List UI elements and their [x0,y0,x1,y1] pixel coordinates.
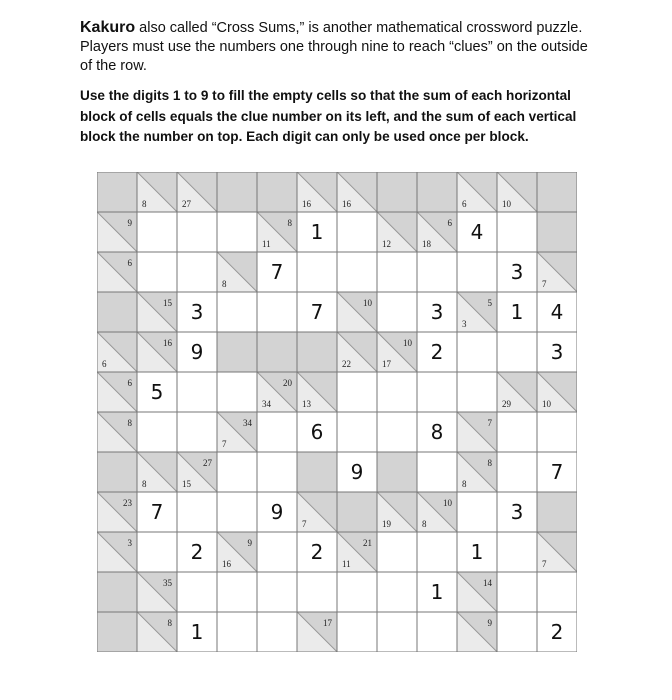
down-clue: 29 [502,399,511,409]
clue-cell [97,292,137,332]
entry-cell [337,212,377,252]
cell-value: 9 [270,500,284,524]
entry-cell [537,572,577,612]
entry-cell [537,412,577,452]
cell-value: 2 [430,340,444,364]
across-clue: 14 [483,578,492,588]
entry-cell [377,292,417,332]
cell-value: 7 [270,260,284,284]
down-clue: 6 [462,199,467,209]
entry-cell [177,412,217,452]
cell-value: 3 [190,300,204,324]
across-clue: 8 [167,618,172,628]
down-clue: 15 [182,479,191,489]
across-clue: 8 [127,418,132,428]
across-clue: 34 [243,418,252,428]
entry-cell [217,212,257,252]
down-clue: 10 [542,399,551,409]
down-clue: 34 [262,399,271,409]
clue-cell [97,612,137,652]
entry-cell [417,612,457,652]
down-clue: 11 [342,559,351,569]
entry-cell [297,572,337,612]
clue-cell [217,172,257,212]
cell-value: 8 [430,420,444,444]
cell-value: 1 [470,540,484,564]
across-clue: 6 [127,378,132,388]
down-clue: 8 [462,479,467,489]
across-clue: 7 [487,418,492,428]
across-clue: 9 [247,538,252,548]
across-clue: 5 [487,298,492,308]
down-clue: 3 [462,319,467,329]
entry-cell [257,292,297,332]
entry-cell [217,372,257,412]
down-clue: 11 [262,239,271,249]
clue-cell [337,492,377,532]
clue-cell [297,452,337,492]
entry-cell [497,532,537,572]
cell-value: 7 [310,300,324,324]
down-clue: 27 [182,199,191,209]
entry-cell [337,412,377,452]
cell-value: 4 [470,220,484,244]
entry-cell [417,252,457,292]
across-clue: 17 [323,618,332,628]
cell-value: 5 [150,380,164,404]
clue-cell [257,332,297,372]
down-clue: 7 [222,439,227,449]
rules-paragraph: Use the digits 1 to 9 to fill the empty cells so that the sum of each horizontal block of cells equals the clue number on its left, and the sum of each vertical block the number on top. Each digit can only be used once per block. [80,88,577,144]
clue-cell [217,332,257,372]
entry-cell [457,372,497,412]
intro-paragraph [80,18,600,76]
cell-value: 3 [550,340,564,364]
entry-cell [417,372,457,412]
down-clue: 8 [222,279,227,289]
entry-cell [177,492,217,532]
entry-cell [337,612,377,652]
intro-term: Kakuro [80,19,136,36]
entry-cell [177,372,217,412]
entry-cell [297,252,337,292]
clue-cell [537,172,577,212]
down-clue: 7 [542,279,547,289]
entry-cell [337,572,377,612]
down-clue: 16 [302,199,311,209]
entry-cell [377,612,417,652]
entry-cell [497,572,537,612]
down-clue: 6 [102,359,107,369]
clue-cell [97,452,137,492]
down-clue: 19 [382,519,391,529]
down-clue: 8 [142,479,147,489]
entry-cell [257,612,297,652]
across-clue: 9 [127,218,132,228]
down-clue: 7 [302,519,307,529]
entry-cell [377,532,417,572]
entry-cell [497,332,537,372]
cell-value: 1 [430,580,444,604]
cell-value: 9 [350,460,364,484]
across-clue: 6 [127,258,132,268]
cell-value: 9 [190,340,204,364]
entry-cell [217,452,257,492]
across-clue: 20 [283,378,292,388]
down-clue: 16 [342,199,351,209]
intro-text: also called “Cross Sums,” is another mathematical crossword puzzle. Players must use the numbers one through nine to reach “clues” on the outside of the row. [80,20,588,74]
across-clue: 21 [363,538,372,548]
clue-cell [377,172,417,212]
entry-cell [177,212,217,252]
cell-value: 2 [310,540,324,564]
down-clue: 22 [342,359,351,369]
entry-cell [137,252,177,292]
entry-cell [457,492,497,532]
down-clue: 10 [502,199,511,209]
entry-cell [337,252,377,292]
across-clue: 8 [287,218,292,228]
entry-cell [217,572,257,612]
across-clue: 23 [123,498,132,508]
across-clue: 9 [487,618,492,628]
across-clue: 35 [163,578,172,588]
cell-value: 2 [550,620,564,644]
cell-value: 1 [510,300,524,324]
down-clue: 7 [542,559,547,569]
entry-cell [257,452,297,492]
clue-cell [257,172,297,212]
clue-cell [377,452,417,492]
clue-cell [97,172,137,212]
entry-cell [217,292,257,332]
entry-cell [377,372,417,412]
entry-cell [137,532,177,572]
entry-cell [497,452,537,492]
cell-value: 1 [190,620,204,644]
entry-cell [137,412,177,452]
entry-cell [177,252,217,292]
across-clue: 10 [443,498,452,508]
across-clue: 15 [163,298,172,308]
kakuro-board [97,172,577,652]
entry-cell [217,492,257,532]
across-clue: 10 [363,298,372,308]
clue-cell [297,332,337,372]
down-clue: 8 [422,519,427,529]
across-clue: 8 [487,458,492,468]
across-clue: 10 [403,338,412,348]
entry-cell [377,412,417,452]
entry-cell [497,212,537,252]
entry-cell [457,332,497,372]
down-clue: 8 [142,199,147,209]
cell-value: 3 [510,260,524,284]
down-clue: 12 [382,239,391,249]
clue-cell [537,492,577,532]
across-clue: 6 [447,218,452,228]
entry-cell [417,452,457,492]
kakuro-grid [97,172,577,652]
cell-value: 1 [310,220,324,244]
entry-cell [257,412,297,452]
entry-cell [257,532,297,572]
entry-cell [217,612,257,652]
cell-value: 4 [550,300,564,324]
across-clue: 16 [163,338,172,348]
cell-value: 3 [510,500,524,524]
clue-cell [97,572,137,612]
across-clue: 27 [203,458,212,468]
entry-cell [257,572,297,612]
entry-cell [137,212,177,252]
entry-cell [377,252,417,292]
down-clue: 17 [382,359,391,369]
cell-value: 6 [310,420,324,444]
cell-value: 7 [150,500,164,524]
clue-cell [417,172,457,212]
entry-cell [377,572,417,612]
entry-cell [457,252,497,292]
across-clue: 3 [127,538,132,548]
cell-value: 3 [430,300,444,324]
cell-value: 7 [550,460,564,484]
entry-cell [497,412,537,452]
entry-cell [417,532,457,572]
entry-cell [177,572,217,612]
cell-value: 2 [190,540,204,564]
down-clue: 18 [422,239,431,249]
down-clue: 16 [222,559,231,569]
clue-cell [537,212,577,252]
entry-cell [337,372,377,412]
down-clue: 13 [302,399,311,409]
entry-cell [497,612,537,652]
